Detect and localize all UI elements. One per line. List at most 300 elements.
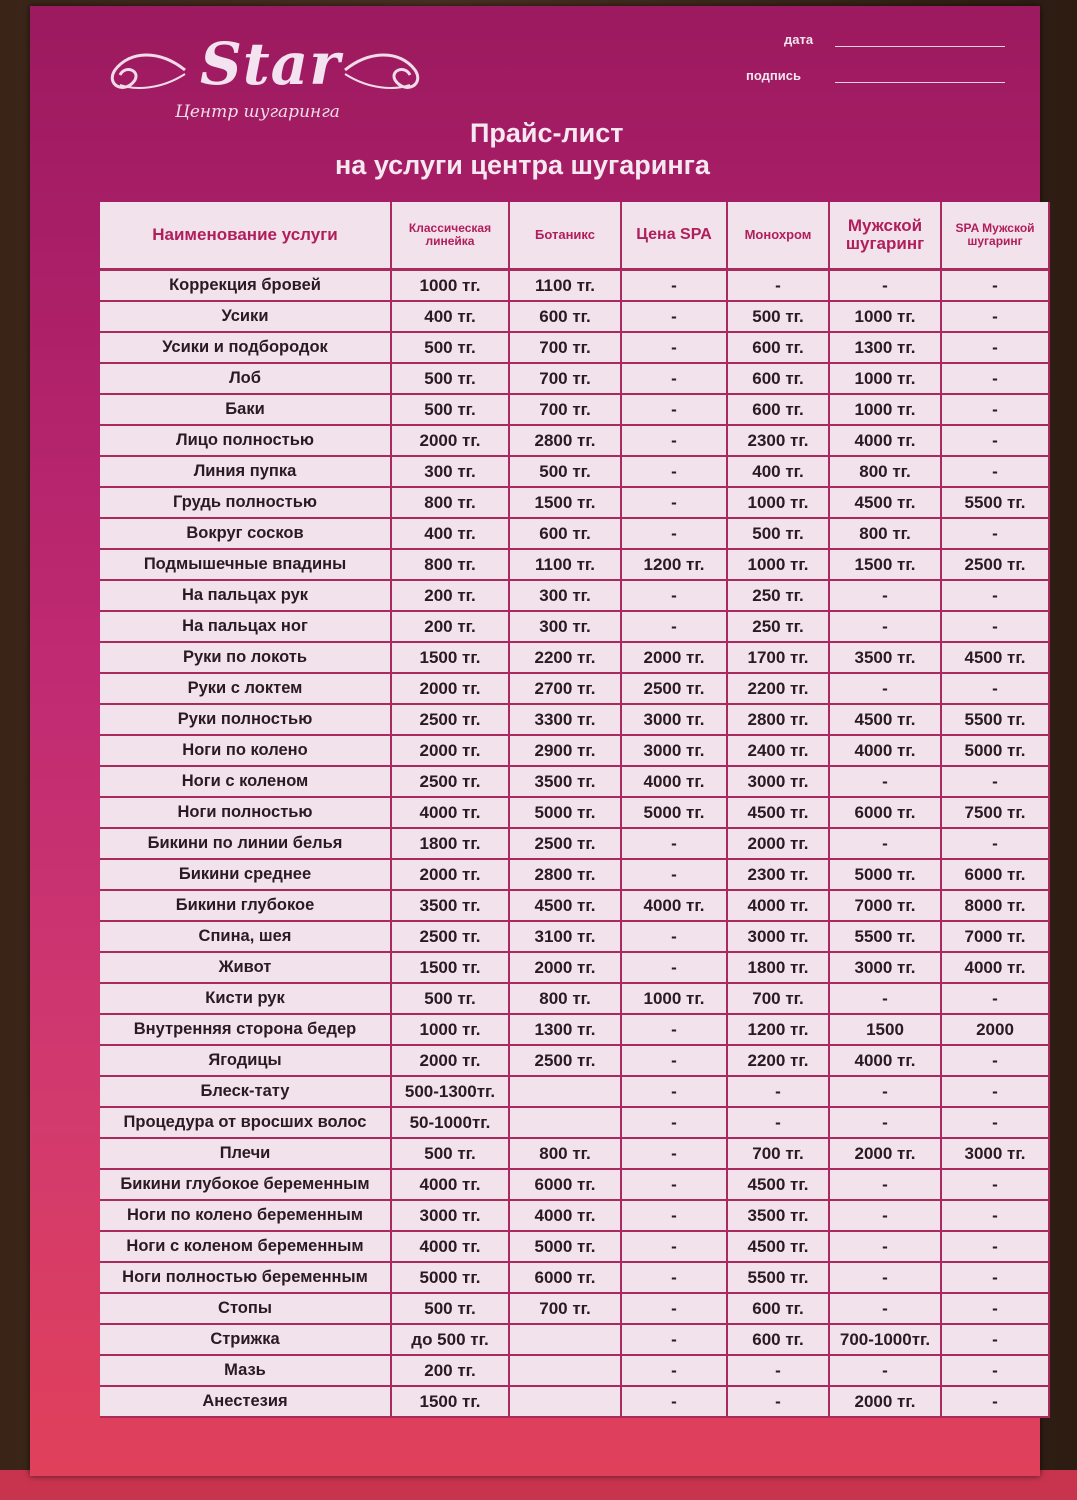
table-row — [100, 1387, 1050, 1416]
cell-service: Ноги по колено — [100, 736, 390, 765]
cell-spa: - — [622, 1387, 726, 1416]
cell-men: - — [830, 674, 940, 703]
cell-spa-men: - — [942, 302, 1048, 331]
cell-service: Бикини по линии белья — [100, 829, 390, 858]
cell-service: Бикини глубокое беременным — [100, 1170, 390, 1199]
cell-men: 1500 — [830, 1015, 940, 1044]
cell-botanix: 2000 тг. — [510, 953, 620, 982]
cell-men: 800 тг. — [830, 519, 940, 548]
cell-spa: - — [622, 457, 726, 486]
cell-spa-men: - — [942, 1046, 1048, 1075]
cell-botanix: 700 тг. — [510, 395, 620, 424]
cell-spa: - — [622, 1201, 726, 1230]
cell-spa-men: 7500 тг. — [942, 798, 1048, 827]
cell-botanix: 500 тг. — [510, 457, 620, 486]
cell-spa-men: - — [942, 1356, 1048, 1385]
cell-service: Процедура от вросших волос — [100, 1108, 390, 1137]
logo — [90, 20, 440, 130]
cell-men: 7000 тг. — [830, 891, 940, 920]
header-classic: Классическая линейка — [392, 202, 508, 268]
cell-botanix: 2500 тг. — [510, 829, 620, 858]
cell-monochrome: 3500 тг. — [728, 1201, 828, 1230]
cell-classic: 1800 тг. — [392, 829, 508, 858]
cell-service: Кисти рук — [100, 984, 390, 1013]
cell-botanix: 1100 тг. — [510, 271, 620, 300]
cell-men: - — [830, 1108, 940, 1137]
cell-spa: - — [622, 395, 726, 424]
logo-name: Star — [200, 30, 341, 98]
table-row — [100, 705, 1050, 734]
table-row — [100, 798, 1050, 827]
cell-service: На пальцах рук — [100, 581, 390, 610]
cell-spa: - — [622, 426, 726, 455]
cell-spa-men: - — [942, 271, 1048, 300]
cell-monochrome: 250 тг. — [728, 581, 828, 610]
cell-spa-men: - — [942, 1294, 1048, 1323]
cell-spa-men: - — [942, 333, 1048, 362]
cell-botanix: 2800 тг. — [510, 860, 620, 889]
cell-men: - — [830, 1263, 940, 1292]
cell-botanix: 800 тг. — [510, 984, 620, 1013]
cell-men: 1500 тг. — [830, 550, 940, 579]
cell-spa-men: - — [942, 612, 1048, 641]
cell-botanix: 4500 тг. — [510, 891, 620, 920]
cell-monochrome: 5500 тг. — [728, 1263, 828, 1292]
table-row — [100, 767, 1050, 796]
cell-monochrome: 1000 тг. — [728, 550, 828, 579]
table-row — [100, 271, 1050, 300]
cell-classic: 500 тг. — [392, 364, 508, 393]
cell-monochrome: - — [728, 1077, 828, 1106]
cell-classic: 1000 тг. — [392, 271, 508, 300]
cell-classic: 4000 тг. — [392, 798, 508, 827]
cell-spa: - — [622, 1263, 726, 1292]
cell-classic: 400 тг. — [392, 519, 508, 548]
cell-classic: 3500 тг. — [392, 891, 508, 920]
header-monochrome: Монохром — [728, 202, 828, 268]
cell-monochrome: 600 тг. — [728, 1325, 828, 1354]
cell-men: 3500 тг. — [830, 643, 940, 672]
cell-men: 4500 тг. — [830, 705, 940, 734]
cell-classic: 5000 тг. — [392, 1263, 508, 1292]
table-row — [100, 1077, 1050, 1106]
cell-men: 800 тг. — [830, 457, 940, 486]
cell-monochrome: 4000 тг. — [728, 891, 828, 920]
cell-botanix: 300 тг. — [510, 581, 620, 610]
header-botanix: Ботаникс — [510, 202, 620, 268]
cell-botanix: 6000 тг. — [510, 1263, 620, 1292]
cell-botanix: 5000 тг. — [510, 1232, 620, 1261]
cell-service: Ноги полностью беременным — [100, 1263, 390, 1292]
cell-men: 4000 тг. — [830, 1046, 940, 1075]
cell-spa-men: - — [942, 1108, 1048, 1137]
cell-spa: 4000 тг. — [622, 891, 726, 920]
cell-service: Внутренняя сторона бедер — [100, 1015, 390, 1044]
logo-subtitle: Центр шугаринга — [175, 102, 340, 122]
cell-men: - — [830, 984, 940, 1013]
cell-service: Стрижка — [100, 1325, 390, 1354]
cell-spa: - — [622, 860, 726, 889]
cell-spa-men: - — [942, 364, 1048, 393]
cell-classic: до 500 тг. — [392, 1325, 508, 1354]
cell-monochrome: 600 тг. — [728, 395, 828, 424]
cell-botanix — [510, 1356, 620, 1385]
table-row — [100, 1263, 1050, 1292]
table-row — [100, 302, 1050, 331]
cell-men: 2000 тг. — [830, 1387, 940, 1416]
cell-men: - — [830, 1294, 940, 1323]
cell-service: Бикини среднее — [100, 860, 390, 889]
cell-service: Ноги с коленом беременным — [100, 1232, 390, 1261]
header-spa-men: SPA Мужской шугаринг — [942, 202, 1048, 268]
cell-service: Мазь — [100, 1356, 390, 1385]
cell-monochrome: - — [728, 1387, 828, 1416]
cell-botanix — [510, 1077, 620, 1106]
table-row — [100, 1170, 1050, 1199]
cell-botanix: 1100 тг. — [510, 550, 620, 579]
cell-classic: 200 тг. — [392, 581, 508, 610]
cell-botanix: 4000 тг. — [510, 1201, 620, 1230]
cell-classic: 300 тг. — [392, 457, 508, 486]
cell-botanix — [510, 1387, 620, 1416]
table-row — [100, 736, 1050, 765]
cell-men: 1300 тг. — [830, 333, 940, 362]
cell-classic: 500 тг. — [392, 1139, 508, 1168]
cell-classic: 2000 тг. — [392, 674, 508, 703]
cell-spa: - — [622, 922, 726, 951]
cell-service: На пальцах ног — [100, 612, 390, 641]
cell-service: Стопы — [100, 1294, 390, 1323]
cell-botanix: 1300 тг. — [510, 1015, 620, 1044]
cell-spa: 4000 тг. — [622, 767, 726, 796]
cell-service: Руки полностью — [100, 705, 390, 734]
cell-spa: - — [622, 302, 726, 331]
cell-monochrome: 500 тг. — [728, 519, 828, 548]
cell-service: Ноги по колено беременным — [100, 1201, 390, 1230]
cell-spa-men: 3000 тг. — [942, 1139, 1048, 1168]
cell-spa-men: 5000 тг. — [942, 736, 1048, 765]
table-row — [100, 1232, 1050, 1261]
cell-spa: - — [622, 1325, 726, 1354]
cell-men: - — [830, 1201, 940, 1230]
cell-spa: - — [622, 612, 726, 641]
cell-botanix: 2500 тг. — [510, 1046, 620, 1075]
cell-spa: - — [622, 1170, 726, 1199]
cell-service: Ягодицы — [100, 1046, 390, 1075]
cell-service: Ноги полностью — [100, 798, 390, 827]
cell-men: 2000 тг. — [830, 1139, 940, 1168]
cell-monochrome: 2300 тг. — [728, 860, 828, 889]
cell-spa-men: 4500 тг. — [942, 643, 1048, 672]
header-spa: Цена SPA — [622, 202, 726, 268]
cell-spa-men: 5500 тг. — [942, 705, 1048, 734]
cell-classic: 200 тг. — [392, 612, 508, 641]
cell-men: 5500 тг. — [830, 922, 940, 951]
cell-spa: - — [622, 829, 726, 858]
cell-service: Лицо полностью — [100, 426, 390, 455]
cell-service: Живот — [100, 953, 390, 982]
cell-spa: - — [622, 1356, 726, 1385]
table-row — [100, 674, 1050, 703]
cell-service: Усики — [100, 302, 390, 331]
cell-classic: 500 тг. — [392, 333, 508, 362]
cell-spa: - — [622, 1139, 726, 1168]
cell-spa: 5000 тг. — [622, 798, 726, 827]
cell-classic: 50-1000тг. — [392, 1108, 508, 1137]
table-row — [100, 488, 1050, 517]
cell-spa: - — [622, 333, 726, 362]
price-table — [100, 202, 1050, 1418]
cell-men: - — [830, 767, 940, 796]
cell-spa: - — [622, 1077, 726, 1106]
cell-monochrome: 2300 тг. — [728, 426, 828, 455]
table-row — [100, 519, 1050, 548]
table-row — [100, 984, 1050, 1013]
date-label: дата — [784, 32, 814, 47]
cell-spa-men: - — [942, 829, 1048, 858]
cell-spa-men: 4000 тг. — [942, 953, 1048, 982]
cell-botanix: 6000 тг. — [510, 1170, 620, 1199]
cell-men: - — [830, 612, 940, 641]
cell-men: 1000 тг. — [830, 364, 940, 393]
signature-line — [835, 82, 1005, 83]
cell-service: Анестезия — [100, 1387, 390, 1416]
cell-monochrome: - — [728, 271, 828, 300]
cell-monochrome: 600 тг. — [728, 364, 828, 393]
cell-botanix: 2700 тг. — [510, 674, 620, 703]
table-row — [100, 395, 1050, 424]
cell-classic: 4000 тг. — [392, 1170, 508, 1199]
cell-monochrome: 2400 тг. — [728, 736, 828, 765]
cell-botanix: 600 тг. — [510, 519, 620, 548]
cell-spa-men: - — [942, 767, 1048, 796]
cell-botanix: 700 тг. — [510, 1294, 620, 1323]
table-header-row — [100, 202, 1050, 268]
cell-spa: - — [622, 271, 726, 300]
cell-spa: - — [622, 1046, 726, 1075]
cell-spa-men: - — [942, 984, 1048, 1013]
table-row — [100, 426, 1050, 455]
cell-classic: 500 тг. — [392, 395, 508, 424]
cell-service: Блеск-тату — [100, 1077, 390, 1106]
signature-label: подпись — [746, 68, 801, 83]
cell-botanix: 2900 тг. — [510, 736, 620, 765]
table-row — [100, 953, 1050, 982]
cell-men: 4000 тг. — [830, 736, 940, 765]
cell-spa: - — [622, 364, 726, 393]
cell-spa: 1200 тг. — [622, 550, 726, 579]
table-row — [100, 643, 1050, 672]
cell-monochrome: 400 тг. — [728, 457, 828, 486]
cell-spa-men: - — [942, 1201, 1048, 1230]
cell-monochrome: 250 тг. — [728, 612, 828, 641]
cell-men: 1000 тг. — [830, 302, 940, 331]
right-flourish-icon — [340, 40, 440, 100]
cell-spa: - — [622, 519, 726, 548]
cell-spa-men: 8000 тг. — [942, 891, 1048, 920]
cell-monochrome: 1700 тг. — [728, 643, 828, 672]
cell-men: 1000 тг. — [830, 395, 940, 424]
cell-classic: 500-1300тг. — [392, 1077, 508, 1106]
cell-men: - — [830, 829, 940, 858]
table-row — [100, 1356, 1050, 1385]
cell-classic: 2000 тг. — [392, 1046, 508, 1075]
cell-monochrome: - — [728, 1356, 828, 1385]
table-row — [100, 1108, 1050, 1137]
table-row — [100, 550, 1050, 579]
table-row — [100, 922, 1050, 951]
cell-men: 6000 тг. — [830, 798, 940, 827]
cell-monochrome: 2200 тг. — [728, 1046, 828, 1075]
cell-monochrome: 4500 тг. — [728, 798, 828, 827]
cell-classic: 500 тг. — [392, 1294, 508, 1323]
cell-spa-men: - — [942, 581, 1048, 610]
cell-service: Бикини глубокое — [100, 891, 390, 920]
table-row — [100, 1139, 1050, 1168]
table-row — [100, 829, 1050, 858]
cell-monochrome: 1800 тг. — [728, 953, 828, 982]
cell-classic: 2500 тг. — [392, 922, 508, 951]
cell-monochrome: 700 тг. — [728, 984, 828, 1013]
cell-men: - — [830, 1170, 940, 1199]
cell-botanix: 2200 тг. — [510, 643, 620, 672]
date-line — [835, 46, 1005, 47]
cell-service: Баки — [100, 395, 390, 424]
cell-spa-men: - — [942, 519, 1048, 548]
cell-spa: - — [622, 1294, 726, 1323]
cell-service: Грудь полностью — [100, 488, 390, 517]
cell-classic: 1500 тг. — [392, 953, 508, 982]
cell-spa: 3000 тг. — [622, 705, 726, 734]
left-flourish-icon — [90, 40, 190, 100]
cell-spa-men: - — [942, 1325, 1048, 1354]
cell-spa: - — [622, 488, 726, 517]
cell-botanix: 300 тг. — [510, 612, 620, 641]
cell-monochrome: 600 тг. — [728, 1294, 828, 1323]
cell-spa-men: - — [942, 1077, 1048, 1106]
cell-spa: - — [622, 953, 726, 982]
cell-botanix: 3300 тг. — [510, 705, 620, 734]
cell-service: Руки с локтем — [100, 674, 390, 703]
cell-spa: - — [622, 1232, 726, 1261]
price-list-sheet — [30, 6, 1040, 1476]
cell-men: 700-1000тг. — [830, 1325, 940, 1354]
cell-spa: 3000 тг. — [622, 736, 726, 765]
cell-monochrome: 600 тг. — [728, 333, 828, 362]
cell-service: Спина, шея — [100, 922, 390, 951]
table-row — [100, 1294, 1050, 1323]
cell-monochrome: 4500 тг. — [728, 1170, 828, 1199]
cell-service: Коррекция бровей — [100, 271, 390, 300]
table-row — [100, 457, 1050, 486]
cell-botanix: 3100 тг. — [510, 922, 620, 951]
table-row — [100, 891, 1050, 920]
cell-spa-men: 2500 тг. — [942, 550, 1048, 579]
cell-classic: 800 тг. — [392, 488, 508, 517]
cell-classic: 200 тг. — [392, 1356, 508, 1385]
cell-service: Плечи — [100, 1139, 390, 1168]
cell-monochrome: 700 тг. — [728, 1139, 828, 1168]
cell-botanix: 3500 тг. — [510, 767, 620, 796]
cell-spa-men: - — [942, 426, 1048, 455]
cell-botanix: 1500 тг. — [510, 488, 620, 517]
cell-classic: 2500 тг. — [392, 767, 508, 796]
cell-spa: 2000 тг. — [622, 643, 726, 672]
cell-spa-men: 2000 — [942, 1015, 1048, 1044]
cell-spa-men: - — [942, 674, 1048, 703]
cell-botanix: 600 тг. — [510, 302, 620, 331]
cell-spa: - — [622, 1015, 726, 1044]
cell-monochrome: 4500 тг. — [728, 1232, 828, 1261]
cell-classic: 1500 тг. — [392, 643, 508, 672]
cell-botanix — [510, 1108, 620, 1137]
cell-classic: 3000 тг. — [392, 1201, 508, 1230]
header-men: Мужской шугаринг — [830, 202, 940, 268]
cell-monochrome: 2800 тг. — [728, 705, 828, 734]
cell-spa-men: - — [942, 457, 1048, 486]
cell-monochrome: 500 тг. — [728, 302, 828, 331]
cell-classic: 400 тг. — [392, 302, 508, 331]
cell-service: Усики и подбородок — [100, 333, 390, 362]
cell-classic: 1500 тг. — [392, 1387, 508, 1416]
table-body — [100, 271, 1050, 1416]
cell-men: - — [830, 1356, 940, 1385]
cell-men: 5000 тг. — [830, 860, 940, 889]
cell-spa-men: 6000 тг. — [942, 860, 1048, 889]
cell-service: Ноги с коленом — [100, 767, 390, 796]
cell-botanix: 5000 тг. — [510, 798, 620, 827]
table-row — [100, 612, 1050, 641]
cell-men: - — [830, 581, 940, 610]
page-title: Прайс-лист — [470, 118, 624, 148]
cell-botanix — [510, 1325, 620, 1354]
cell-men: 4500 тг. — [830, 488, 940, 517]
cell-service: Подмышечные впадины — [100, 550, 390, 579]
table-row — [100, 1046, 1050, 1075]
table-row — [100, 364, 1050, 393]
cell-botanix: 2800 тг. — [510, 426, 620, 455]
cell-men: - — [830, 1232, 940, 1261]
page-subtitle: на услуги центра шугаринга — [335, 150, 710, 180]
cell-monochrome: - — [728, 1108, 828, 1137]
cell-service: Лоб — [100, 364, 390, 393]
cell-monochrome: 1000 тг. — [728, 488, 828, 517]
table-row — [100, 581, 1050, 610]
cell-classic: 1000 тг. — [392, 1015, 508, 1044]
cell-classic: 2000 тг. — [392, 426, 508, 455]
cell-service: Линия пупка — [100, 457, 390, 486]
table-row — [100, 1325, 1050, 1354]
cell-spa-men: - — [942, 1170, 1048, 1199]
cell-classic: 500 тг. — [392, 984, 508, 1013]
cell-monochrome: 2000 тг. — [728, 829, 828, 858]
cell-spa: 1000 тг. — [622, 984, 726, 1013]
table-row — [100, 333, 1050, 362]
cell-classic: 2000 тг. — [392, 736, 508, 765]
cell-spa-men: - — [942, 1232, 1048, 1261]
cell-spa-men: - — [942, 1387, 1048, 1416]
cell-botanix: 700 тг. — [510, 333, 620, 362]
cell-classic: 2500 тг. — [392, 705, 508, 734]
header-service: Наименование услуги — [100, 202, 390, 268]
cell-botanix: 700 тг. — [510, 364, 620, 393]
cell-spa-men: 7000 тг. — [942, 922, 1048, 951]
cell-monochrome: 3000 тг. — [728, 922, 828, 951]
cell-botanix: 800 тг. — [510, 1139, 620, 1168]
cell-spa-men: - — [942, 395, 1048, 424]
cell-monochrome: 2200 тг. — [728, 674, 828, 703]
cell-spa-men: 5500 тг. — [942, 488, 1048, 517]
